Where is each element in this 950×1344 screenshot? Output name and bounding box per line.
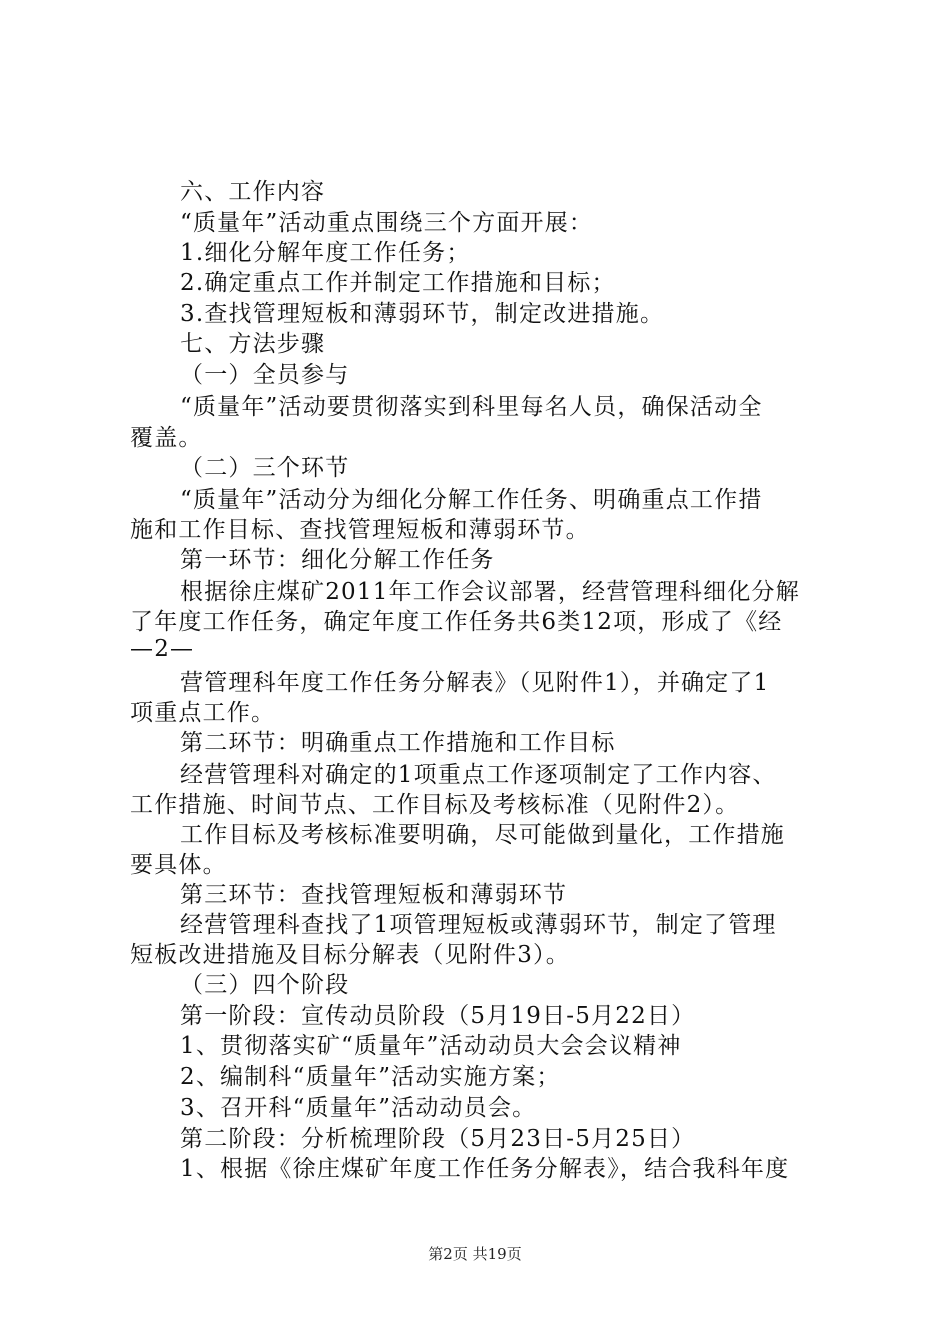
subheading: 第一阶段：宣传动员阶段（5月19日-5月22日） bbox=[180, 1003, 696, 1029]
subheading: 第二环节：明确重点工作措施和工作目标 bbox=[180, 730, 616, 756]
subheading: （一）全员参与 bbox=[180, 362, 350, 388]
list-item: 3、召开科“质量年”活动动员会。 bbox=[180, 1095, 537, 1121]
paragraph-line: 覆盖。 bbox=[130, 425, 203, 451]
subheading: 第一环节：细化分解工作任务 bbox=[180, 547, 495, 573]
paragraph-line: 要具体。 bbox=[130, 852, 227, 878]
paragraph-line: 项重点工作。 bbox=[130, 700, 276, 726]
paragraph-line: 了年度工作任务，确定年度工作任务共6类12项，形成了《经 bbox=[130, 609, 783, 635]
list-item: 1、根据《徐庄煤矿年度工作任务分解表》，结合我科年度 bbox=[180, 1156, 790, 1182]
page-break-number: —2— bbox=[130, 636, 195, 662]
paragraph-line: “质量年”活动分为细化分解工作任务、明确重点工作措 bbox=[180, 487, 763, 513]
subheading: （三）四个阶段 bbox=[180, 972, 350, 998]
paragraph-line: “质量年”活动重点围绕三个方面开展： bbox=[180, 210, 594, 236]
list-item: 1.细化分解年度工作任务； bbox=[180, 240, 471, 266]
heading-method-steps: 七、方法步骤 bbox=[180, 331, 326, 357]
paragraph-line: 经营管理科对确定的1项重点工作逐项制定了工作内容、 bbox=[180, 762, 777, 788]
list-item: 1、贯彻落实矿“质量年”活动动员大会会议精神 bbox=[180, 1033, 682, 1059]
list-item: 2.确定重点工作并制定工作措施和目标； bbox=[180, 270, 616, 296]
paragraph-line: 工作措施、时间节点、工作目标及考核标准（见附件2）。 bbox=[130, 792, 740, 818]
paragraph-line: “质量年”活动要贯彻落实到科里每名人员，确保活动全 bbox=[180, 394, 763, 420]
list-item: 2、编制科“质量年”活动实施方案； bbox=[180, 1064, 561, 1090]
paragraph-line: 短板改进措施及目标分解表（见附件3）。 bbox=[130, 942, 570, 968]
list-item: 3.查找管理短板和薄弱环节，制定改进措施。 bbox=[180, 301, 665, 327]
subheading: 第二阶段：分析梳理阶段（5月23日-5月25日） bbox=[180, 1126, 696, 1152]
paragraph-line: 施和工作目标、查找管理短板和薄弱环节。 bbox=[130, 517, 590, 543]
paragraph-line: 根据徐庄煤矿2011年工作会议部署，经营管理科细化分解 bbox=[180, 579, 800, 605]
paragraph-line: 营管理科年度工作任务分解表》（见附件1），并确定了1 bbox=[180, 670, 770, 696]
subheading: 第三环节：查找管理短板和薄弱环节 bbox=[180, 882, 568, 908]
paragraph-line: 工作目标及考核标准要明确，尽可能做到量化，工作措施 bbox=[180, 822, 785, 848]
heading-work-content: 六、工作内容 bbox=[180, 179, 326, 205]
page-footer: 第2页 共19页 bbox=[428, 1245, 522, 1263]
paragraph-line: 经营管理科查找了1项管理短板或薄弱环节，制定了管理 bbox=[180, 912, 777, 938]
subheading: （二）三个环节 bbox=[180, 455, 350, 481]
